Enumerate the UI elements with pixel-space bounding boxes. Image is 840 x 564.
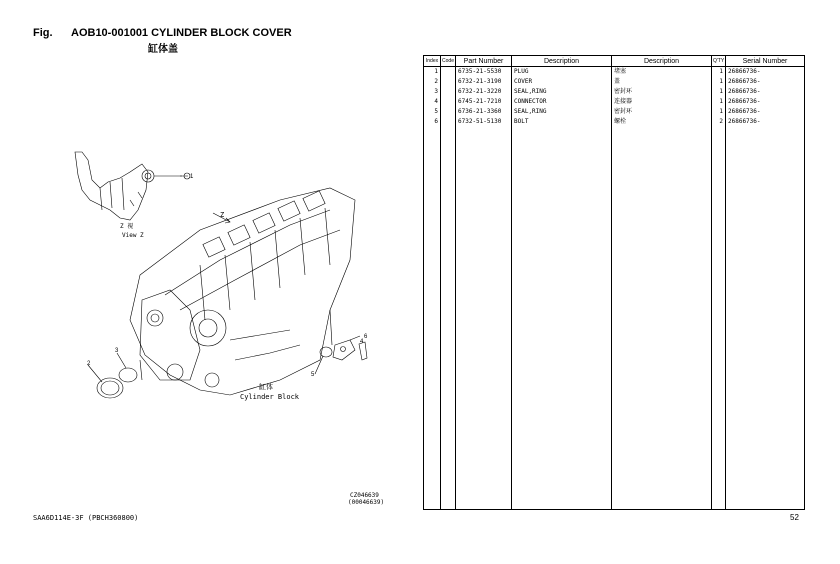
cell-qty: 1 [712,77,726,87]
cell-code [441,87,456,97]
filler-cell [726,127,805,510]
table-row [424,87,805,97]
cell-index: 1 [424,67,441,78]
table-row [424,67,805,78]
parts-table [423,55,805,510]
callout-6: 6 [364,334,368,340]
cell-serial: 26866736- [726,67,805,78]
callout-1: 1 [190,174,194,180]
cell-part-number: 6745-21-7210 [456,97,512,107]
cell-description-cn: 密封环 [612,87,712,97]
cell-description-en: SEAL,RING [512,87,612,97]
view-z-caption: View Z [122,232,144,239]
filler-cell [712,127,726,510]
cell-description-en: CONNECTOR [512,97,612,107]
view-z-detail [75,152,190,220]
callout-5: 5 [311,372,315,378]
cell-serial: 26866736- [726,77,805,87]
cell-qty: 1 [712,67,726,78]
cell-serial: 26866736- [726,117,805,127]
cell-index: 6 [424,117,441,127]
cell-part-number: 6732-21-3220 [456,87,512,97]
callout-4: 4 [360,339,364,345]
cell-description-en: PLUG [512,67,612,78]
callout-3: 3 [115,348,119,354]
cell-description-cn: 盖 [612,77,712,87]
col-description-cn: Description [612,56,712,67]
cell-description-en: COVER [512,77,612,87]
page-title: AOB10-001001 CYLINDER BLOCK COVER [71,27,292,39]
cell-serial: 26866736- [726,87,805,97]
engine-block-outline [130,188,355,395]
drawing-code: CZ046639 [350,492,379,499]
table-filler-row [424,127,805,510]
cylinder-block-label-cn: 缸体 [259,383,273,391]
col-code: Code [441,56,456,67]
cell-qty: 1 [712,97,726,107]
table-header-row [424,56,805,67]
cell-description-cn: 密封环 [612,107,712,117]
cell-code [441,107,456,117]
table-row [424,97,805,107]
exploded-parts-drawing [30,60,420,515]
cell-code [441,67,456,78]
col-qty: Q'TY [712,56,726,67]
table-row [424,107,805,117]
view-z-label: Z 視 [120,223,134,230]
filler-cell [456,127,512,510]
filler-cell [512,127,612,510]
cell-serial: 26866736- [726,107,805,117]
cell-code [441,77,456,87]
cell-description-cn: 连接器 [612,97,712,107]
cell-serial: 26866736- [726,97,805,107]
cell-index: 5 [424,107,441,117]
filler-cell [424,127,441,510]
table-row [424,77,805,87]
fig-label: Fig. [33,27,53,39]
col-description-en: Description [512,56,612,67]
cell-description-en: BOLT [512,117,612,127]
cell-index: 2 [424,77,441,87]
cell-part-number: 6732-21-3190 [456,77,512,87]
cell-qty: 1 [712,107,726,117]
table-row [424,117,805,127]
callout-2: 2 [87,361,91,367]
cell-code [441,117,456,127]
col-part-number: Part Number [456,56,512,67]
drawing-code-alt: (00046639) [348,499,385,506]
col-index: Index [424,56,441,67]
z-marker: Z [220,211,225,219]
col-serial-number: Serial Number [726,56,805,67]
cell-index: 4 [424,97,441,107]
cell-part-number: 6735-21-5530 [456,67,512,78]
cell-part-number: 6732-51-5130 [456,117,512,127]
parts-list [423,55,804,509]
cell-part-number: 6736-21-3360 [456,107,512,117]
cell-qty: 1 [712,87,726,97]
page-number: 52 [790,513,799,522]
filler-cell [441,127,456,510]
filler-cell [612,127,712,510]
cell-description-cn: 螺栓 [612,117,712,127]
cell-description-en: SEAL,RING [512,107,612,117]
cell-qty: 2 [712,117,726,127]
cell-index: 3 [424,87,441,97]
cell-code [441,97,456,107]
table-bottom-rule [423,509,804,510]
cell-description-cn: 堵塞 [612,67,712,78]
page-subtitle: 缸体盖 [148,44,178,55]
cylinder-block-label: Cylinder Block [240,393,300,401]
model-code: SAA6D114E-3F (PBCH360800) [33,514,139,522]
